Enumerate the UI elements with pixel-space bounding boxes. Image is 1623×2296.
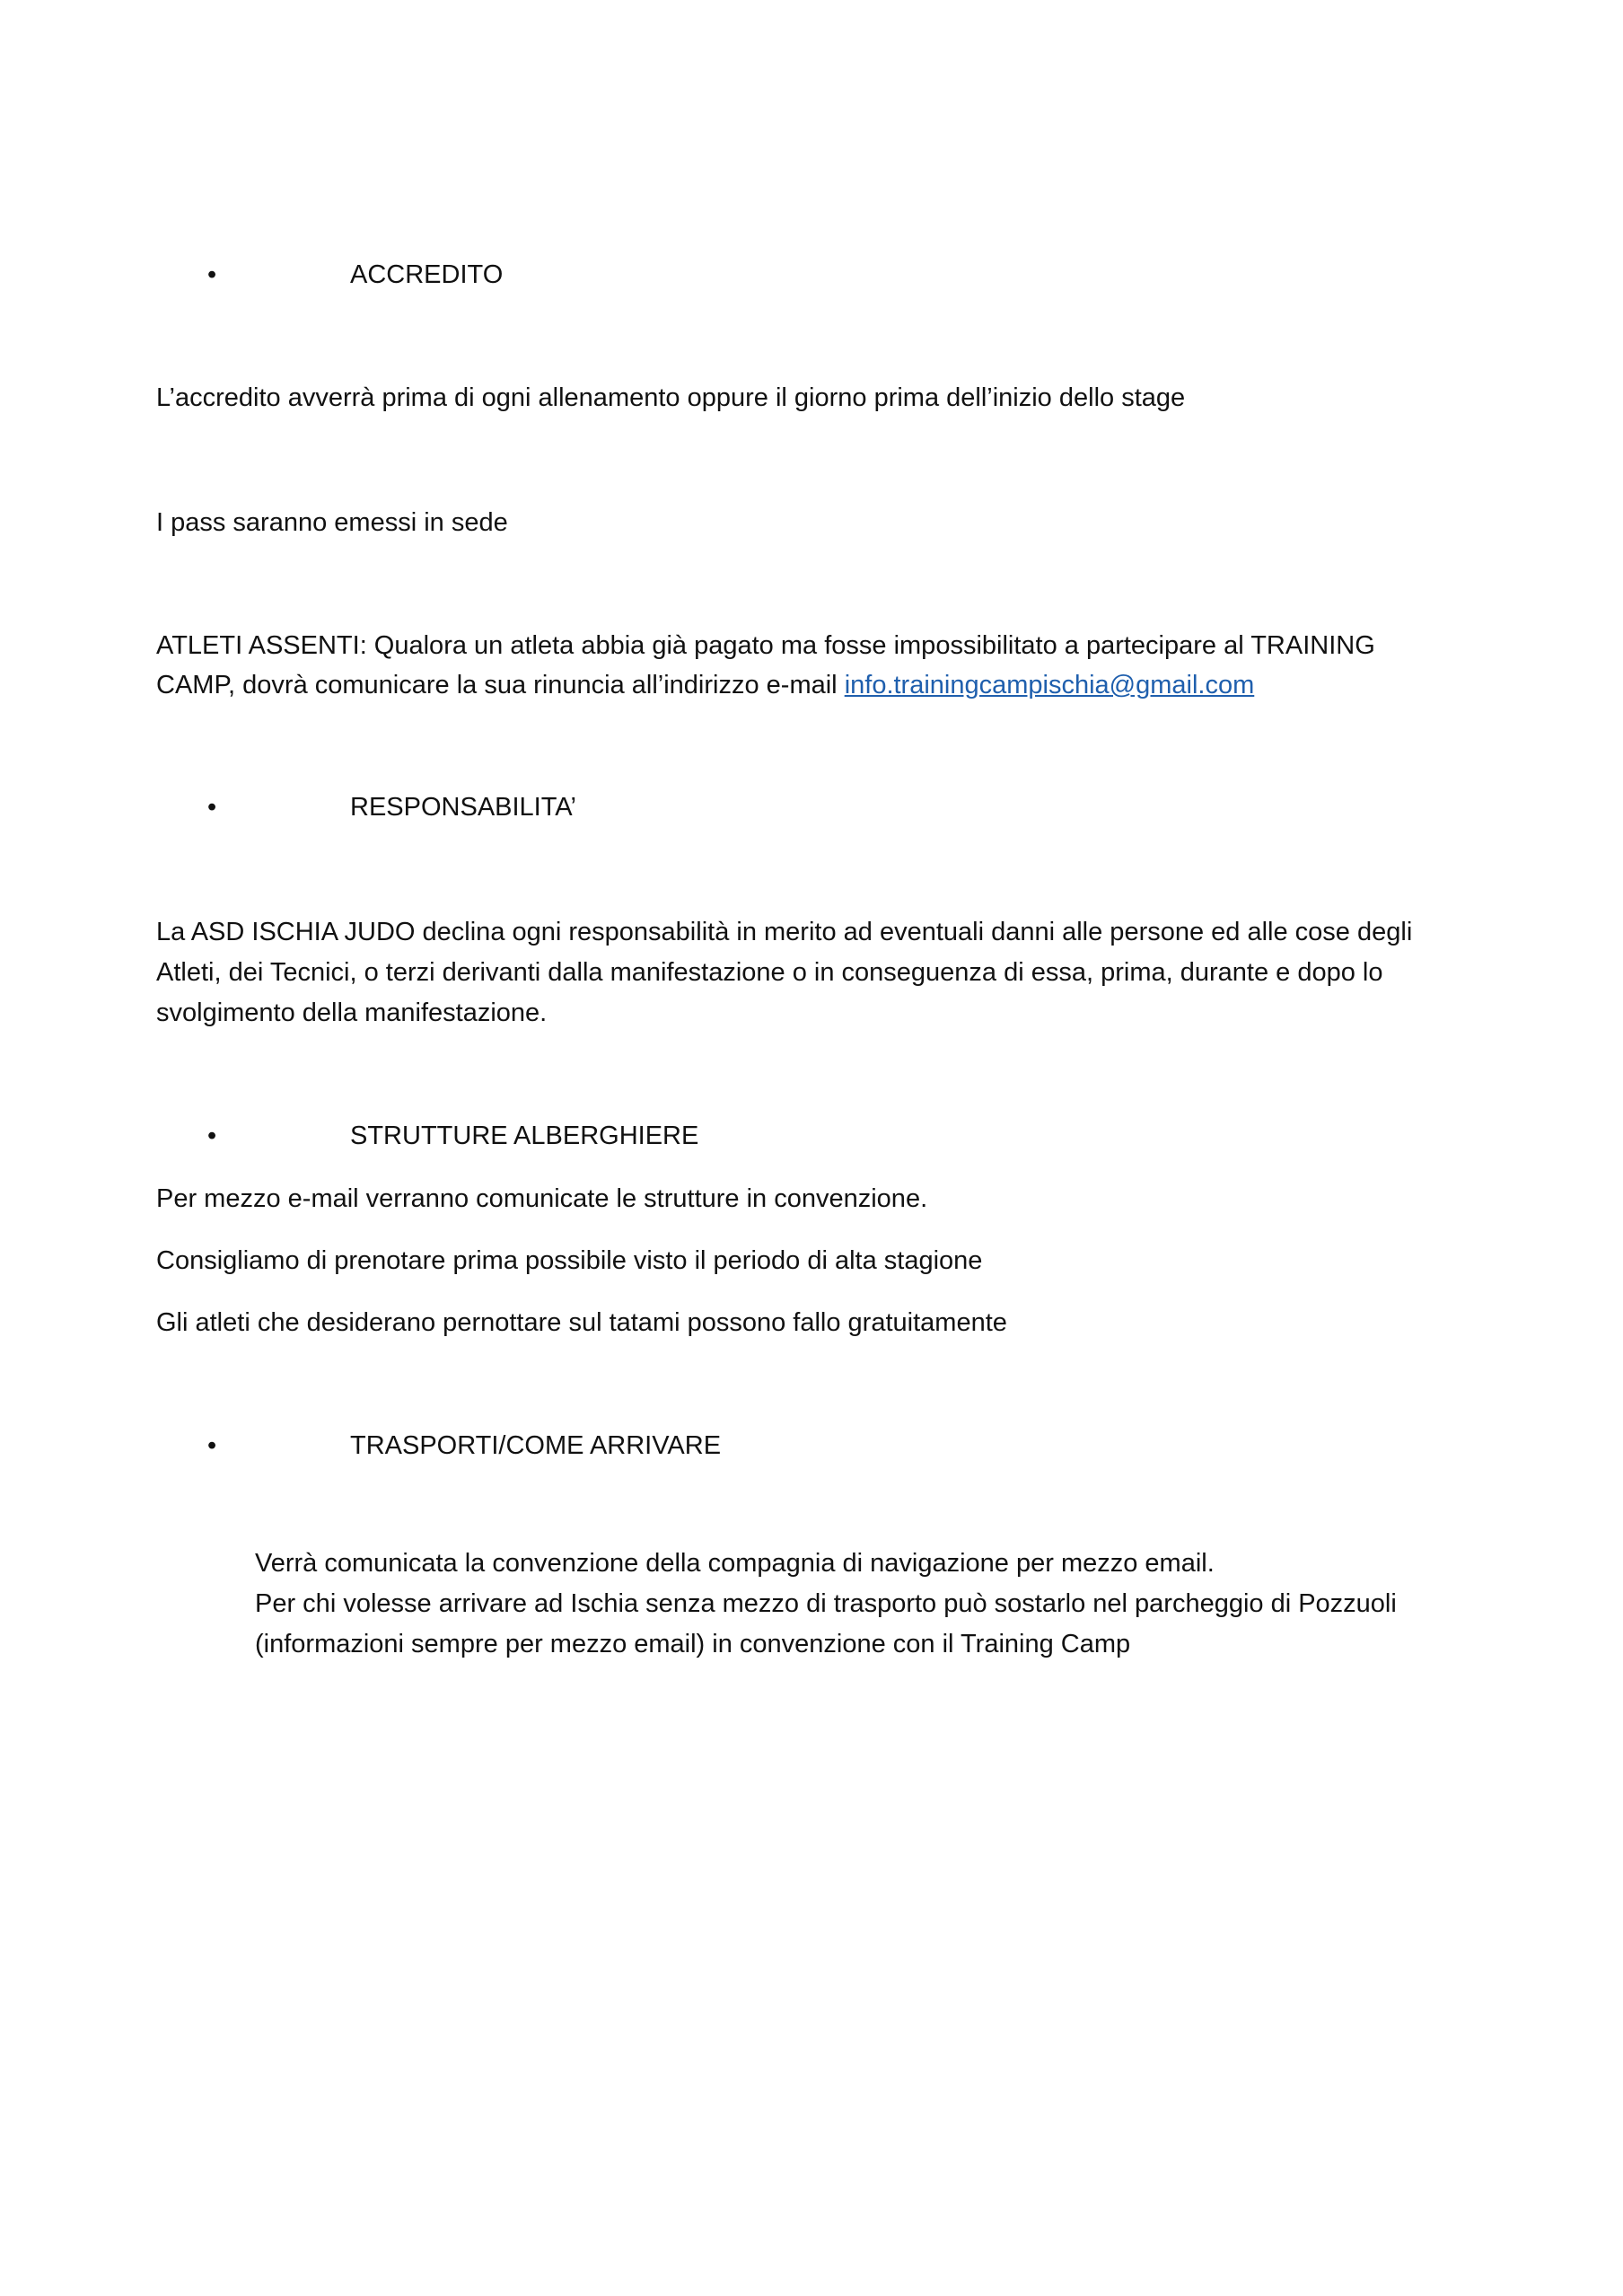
bullet-icon: •: [207, 793, 217, 822]
section-heading-responsabilita: [0, 787, 1623, 828]
accredito-paragraph-1: L’accredito avverrà prima di ogni allenamento oppure il giorno prima dell’inizio dello stage: [156, 383, 1186, 412]
section-heading-strutture: [0, 1116, 1623, 1157]
heading-text: ACCREDITO: [350, 260, 504, 289]
bullet-icon: •: [207, 1122, 217, 1150]
section-heading-accredito: [0, 255, 1623, 295]
strutture-paragraph-3: Gli atleti che desiderano pernottare sul tatami possono fallo gratuitamente: [156, 1308, 1007, 1337]
responsabilita-line-3: svolgimento della manifestazione.: [156, 998, 548, 1027]
atleti-assenti-line-1: ATLETI ASSENTI: Qualora un atleta abbia già pagato ma fosse impossibilitato a partecipare al TRAINING: [156, 631, 1375, 660]
heading-text: STRUTTURE ALBERGHIERE: [350, 1122, 699, 1150]
heading-text: RESPONSABILITA’: [350, 793, 576, 822]
atleti-assenti-line-2: [156, 665, 1254, 706]
accredito-paragraph-2: I pass saranno emessi in sede: [156, 508, 508, 537]
trasporti-line-3: (informazioni sempre per mezzo email) in convenzione con il Training Camp: [255, 1630, 1131, 1658]
strutture-paragraph-1: Per mezzo e-mail verranno comunicate le strutture in convenzione.: [156, 1184, 928, 1213]
responsabilita-line-2: Atleti, dei Tecnici, o terzi derivanti dalla manifestazione o in conseguenza di essa, prima, durante e dopo lo: [156, 958, 1383, 987]
heading-text: TRASPORTI/COME ARRIVARE: [350, 1431, 722, 1460]
bullet-icon: •: [207, 260, 217, 289]
strutture-paragraph-2: Consigliamo di prenotare prima possibile visto il periodo di alta stagione: [156, 1246, 983, 1275]
section-heading-trasporti: [0, 1426, 1623, 1466]
email-link[interactable]: info.trainingcampischia@gmail.com: [844, 671, 1255, 699]
trasporti-line-2: Per chi volesse arrivare ad Ischia senza mezzo di trasporto può sostarlo nel parcheggio di Pozzuoli: [255, 1589, 1397, 1618]
atleti-assenti-line-2-text: CAMP, dovrà comunicare la sua rinuncia all’indirizzo e-mail: [156, 671, 845, 699]
trasporti-line-1: Verrà comunicata la convenzione della compagnia di navigazione per mezzo email.: [255, 1549, 1215, 1578]
responsabilita-line-1: La ASD ISCHIA JUDO declina ogni responsabilità in merito ad eventuali danni alle persone ed alle cose degli: [156, 918, 1413, 946]
bullet-icon: •: [207, 1431, 217, 1460]
